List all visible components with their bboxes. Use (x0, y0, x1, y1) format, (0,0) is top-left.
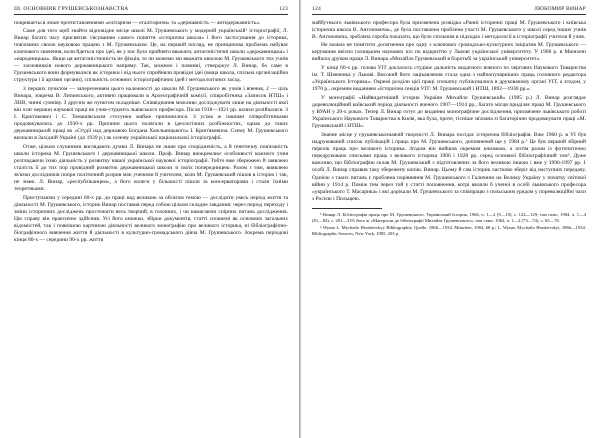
paragraph: майбутнього львівського професора була присвячена розвідка «Ранні історичні праці М. Грушевського і київська історична школа В. Антоновича», де була поставлена проблема участі М. Грушевського у школі серед інших учнів В. Антоновича, зроблена спроба показати, що було спільним в підходах і методології в історіографії учителя й учня. (312, 19, 586, 40)
left-running-head (14, 6, 288, 15)
paragraph: У монографії «Найвидатніший історик України Михайло Грушевський» (1985 р.) Л. Винар розглядає дореволюційний київський період діяльності вченого 1907—1914 рр., багато місця приділяє праці М. Грушевського у ВУАН у 20-х роках. Тепер Л. Винар готує до виданню монографічне дослідження, присвячене львівського роботі Українського Наукового Товариства в Києві, яка була, проте, тісніше зв'язана зі багаторічно продовжувати праці «М. Грушевський і НТШ». (312, 94, 586, 130)
footnotes (312, 212, 586, 237)
paragraph: Саме для того щоб знайти відповідне місце школі М. Грушевського у модерній українській¹ історіографії, Л. Винар багато часу присвятив з'ясуванню самого поняття «історична школа» і його застосування до історика, пов'язаних своєю науковою працею з М. Грушевським. Це, на перший погляд, не принципова проблема набуває ключового значення, коли йдеться про ідеї, як у нас було прийнято вважати, антагоністичні школи «державницька» і «народницька». Якщо ця антагоністичність не фікція, то чи можемо ми вважати школою М. Грушевського тих учнів — засновників нового державницького напряму. Так, можемо і повинні, стверджує Л. Винар, бо саме в Грушевського вони формувалися як історики і від нього сприйняли провідні ідеї (вища школа, спільна організаційна структура і її архівні органи), спільність основних історіографічних ідей і методологічних засад. (14, 27, 288, 84)
right-section-title: ЛЮБОМИР ВИНАР (534, 6, 586, 12)
paragraph: З перших пунктом — запереченням цього належності до школи М. Грушевського як учнів і вчення, 2 — ціль Винара, зокрема В. Липинського, активно працювали в Археографічній комісії, співробітника «Записок НТШ» і ЛНВ, чинні сумніву. З другим же пунктом складніше. Співвіднання можливо досліджувати лише на діяльності якої він осяг вершин наукової праці як учня-студента львівського професора. Після 1918—1921 рр. шляхи розійшлися. 3 І. Крип'якевич і С. Томашівським стосунки майже припинилися. З усіма ж іншими співробітниками продовжувались до 1930-х рр. Причини цього полягали в ідеологічних розбіжностях, однак до таких державницький праці як «Студії над державою Богдана Хмельницького» І. Крип'якевича. Схему М. Грушевського визнали в Західній Україні (до 1939 р.) як основу української національної історіографії. (14, 85, 288, 142)
footnote-divider (312, 208, 382, 209)
left-body-text (14, 20, 288, 245)
paragraph: Значне місце у грушевськознавчій творчості Л. Винара посідає історична бібліографія. Вже 1960 р. в УІ був надрукований список публікацій і праць про М. Грушевського, доповнений ще у 1984 р.⁵ Це був перший збірний перелік праць про великого історика. Згодом він вийшов окремим книжкою, а потім разом із фотопитично передруковано списками праць з великого історика 1906 і 1928 рр. серед основної бібліографічний том⁶. Дуже важливо, що бібліографію склав М. Грушевський з підготовлених за його великою іншою і вже у 1996-1997 рр. 1 особі Л. Винар справив таку збережену копію. Винар. Цьому й сам історик частково зберіг від наступних передачу. Однією з таких питань є проблема порівняння М. Грушевського з Галичини на Велику Україну у початку світової війни у 1914 р. Поміж тим через той у статті поповнення, котрі являли б ученої в особі львівського професора «українського Т. Масарика» і які дорікали М. Грушевського за співпрацю з польським урядом у пореволюційні часи з Росією і Польщею. (312, 131, 586, 202)
paragraph: Не можна не помітити досягнення про одну з ключових громадсько-культурних ініціатив М. Грушевського — керування якісно галицьким наукових кіл по відкриттю у Львові української університету. У 1968 р. в Мюнхені вийшла друком праця Л. Винара «Михайло Грушевський в боротьбі за український університет». (312, 42, 586, 63)
left-page-number: 123 (279, 6, 288, 12)
footnote: ⁵ Винар Л. Бібліографія праць про М. Грушевського. Український Історик, 1966, ч. 1—2 (9—10), с. 122—129; там само, 1984, ч. 1—4 (81—84), с. 291—319; його ж «Матеріали до бібліографії Михайла Грушевського», там само, 1962, ч. 1—2 (73—74), с. 65—76. (312, 212, 586, 224)
footnote: ⁶ Wynar L. Mychailo Hrushevskyj: Bibliographie, Quelle, 1866—1934. München, 1984, 68 p.; L. Wynar. Mychailo Hrushevskyi, 1866—1934. Bibliographic Sources, New York, 1985, 203 p. (312, 224, 586, 236)
paragraph: Отже, цілком слушними виглядають думки Л. Винара не лише про спорідненість, а й генетичну пов'язаність школи історика М. Грушевського і державницької школи. Проф. Винар виокремлює особливості кожного учня розглядаючи їхню діяльність у розвитку нашої української наукової історіографії. Тобто вже збережено й заявлено сталість її до тих пор провідний розвиток державницької школи зі своїх попередницею. Разом з тим, виявлено зв'язки дослідників попри політичний розрив між ученими й учителем, коли М. Грушевський пішов в історію і так, не знаю. Л. Винар, «республіканцем», а його колеги у більшості пішли за консерваторами і стали їхніми теоретиками. (14, 143, 288, 193)
paragraph: У кінці 60-х рр. голова УІТ доклалось студіює дальність видатного вченого по чергових Наукового Товариства ім. Т. Шевченка у Львові. Високий його зацікавлення стала одна з найпопулярніших праць головного редактора «Українського Історика». Окремі розділи цієї праці спочатку публікувалися в друкованому органі УІТ, а згодом, у 1970 р., окремим виданням «Історична секція УІТ: М. Грушевський і НТШ, 1892—1930 рр.». (312, 64, 586, 93)
paragraph: Приступаючи у середині 60-х рр. до праці над великою за обсягом темою — дослідити увесь період життя та діяльності М. Грушевського, історик Винар поставив перед собою цілком складне завдання: через період переходу і зміни історичних досліджень простежити весь творчий, в головних, і чи намагаючи спірних питань дослідження. Цю справу він практично здійснив. Усі його книжки, збірки документів, статті сповнені як основних загальних відомостей, так і повнішою картиною діяльності великого монографію про великого історика, ні бібліографічно-біографічного вивчення життя й діяльності в культурно-громадського діяча М. Грушевського. Зокрема періодові кінця 80-х — середини 90-х рр. життя (14, 194, 288, 244)
right-page-number: 124 (312, 6, 321, 12)
right-page (300, 0, 600, 438)
paragraph: покривається лише протиставленнями «елітаризм — егалітаризм» та «державність — антидержавність». (14, 19, 261, 26)
right-running-head (312, 6, 586, 15)
left-section-title: ІІІ. ОСНОВНИК ГРУШЕВСЬКОЗНАВСТВА (14, 6, 129, 12)
right-body-text (312, 20, 586, 204)
